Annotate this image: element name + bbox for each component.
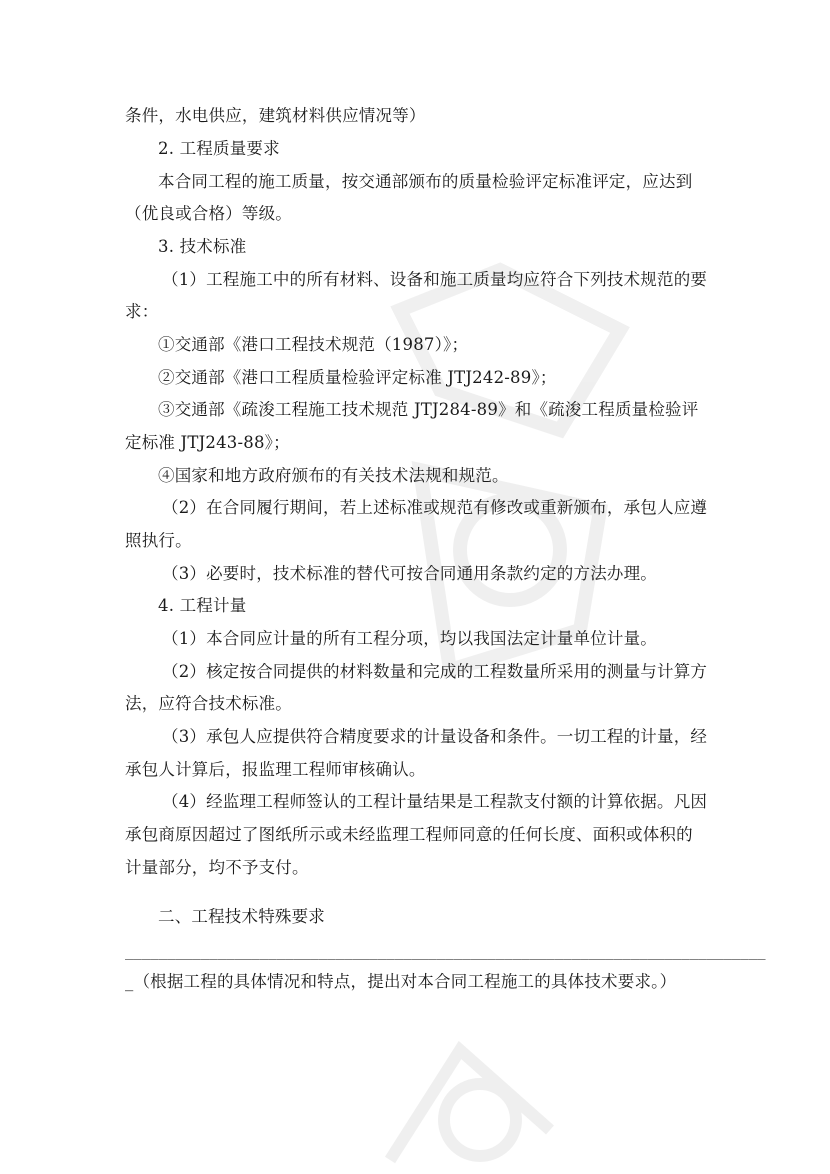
text-line-4: （优良或合格）等级。: [125, 204, 292, 223]
fill-in-separator-line: ____________________________________________________________________________: [125, 944, 766, 960]
text-line-17: （1）本合同应计量的所有工程分项，均以我国法定计量单位计量。: [162, 629, 657, 648]
watermark-graphic-bottom: [370, 1010, 570, 1174]
text-line-19: 法，应符合技术标准。: [125, 694, 292, 713]
text-line-11: 定标准 JTJ243-88》；: [125, 433, 290, 452]
text-line-13: （2）在合同履行期间，若上述标准或规范有修改或重新颁布，承包人应遵: [162, 498, 708, 517]
heading-quality: 2. 工程质量要求: [158, 139, 280, 158]
text-line-18: （2）核定按合同提供的材料数量和完成的工程数量所采用的测量与计算方: [162, 662, 708, 681]
text-line-23: 承包商原因超过了图纸所示或未经监理工程师同意的任何长度、面积或体积的: [125, 825, 693, 844]
heading-measurement: 4. 工程计量: [158, 596, 247, 615]
text-line-24: 计量部分，均不予支付。: [125, 858, 309, 877]
section-heading-special-requirements: 二、工程技术特殊要求: [158, 907, 325, 926]
text-line-3: 本合同工程的施工质量，按交通部颁布的质量检验评定标准评定，应达到: [158, 172, 693, 191]
text-line-7: 求：: [125, 302, 159, 321]
text-line-20: （3）承包人应提供符合精度要求的计量设备和条件。一切工程的计量，经: [162, 727, 708, 746]
text-line-instruction: _（根据工程的具体情况和特点，提出对本合同工程施工的具体技术要求。）: [125, 972, 677, 991]
text-line-15: （3）必要时，技术标准的替代可按合同通用条款约定的方法办理。: [162, 564, 657, 583]
text-line-6: （1）工程施工中的所有材料、设备和施工质量均应符合下列技术规范的要: [162, 270, 708, 289]
standard-item-2: ②交通部《港口工程质量检验评定标准 JTJ242-89》；: [158, 368, 557, 387]
text-line-14: 照执行。: [125, 531, 192, 550]
standard-item-4: ④国家和地方政府颁布的有关技术法规和规范。: [158, 466, 509, 485]
standard-item-3: ③交通部《疏浚工程施工技术规范 JTJ284-89》和《疏浚工程质量检验评: [158, 400, 699, 419]
heading-standards: 3. 技术标准: [158, 237, 247, 256]
standard-item-1: ①交通部《港口工程技术规范（1987）》；: [158, 335, 469, 354]
text-line-22: （4）经监理工程师签认的工程计量结果是工程款支付额的计算依据。凡因: [162, 792, 708, 811]
text-line-21: 承包人计算后，报监理工程师审核确认。: [125, 760, 426, 779]
text-line-1: 条件，水电供应，建筑材料供应情况等）: [125, 106, 426, 125]
